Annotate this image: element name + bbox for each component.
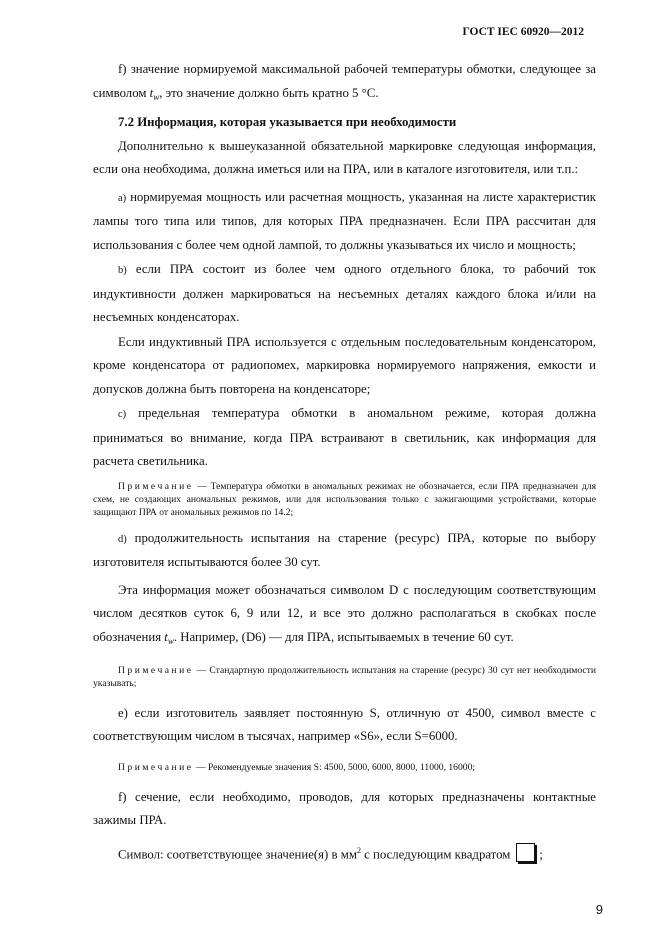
paragraph-f-temperature: [93, 58, 596, 110]
document-body: [93, 58, 596, 867]
section-heading: 7.2 Информация, которая указывается при необходимости: [118, 114, 457, 129]
list-marker: с): [118, 409, 127, 421]
text: . Например, (D6) — для ПРА, испытываемых в течение 60 сут.: [173, 629, 514, 644]
note-text: — Температура обмотки в аномальных режимах не обозначается, если ПРА предназначен для схем, не создающих аномальных режимов, или для использования только с зажигающими устройствами, которые защищают ПРА от аномальных режимов по 14.2;: [93, 480, 596, 518]
note-1: [93, 480, 596, 519]
page-header: ГОСТ IEC 60920—2012: [462, 26, 584, 38]
paragraph-intro: Дополнительно к вышеуказанной обязательной маркировке следующая информация, если она необходима, должна иметься или на ПРА, или в каталоге изготовителя, или т.п.:: [93, 138, 596, 177]
note-label: Примечание: [118, 664, 194, 676]
text: нормируемая мощность или расчетная мощность, указанная на листе характеристик лампы того типа или типов, для которых ПРА предназначен. Если ПРА рассчитан для использования с более чем одной лампой, то должны указываться их число и мощность;: [93, 189, 596, 252]
list-marker: а): [118, 192, 127, 204]
text: Символ: соответствующее значение(я) в мм: [118, 846, 357, 861]
note-text: — Рекомендуемые значения S: 4500, 5000, 6000, 8000, 11000, 16000;: [193, 761, 476, 773]
superscript: 2: [356, 845, 361, 855]
paragraph-d: [93, 527, 596, 575]
text: ;: [539, 846, 543, 861]
page-number: 9: [595, 902, 603, 917]
symbol-subscript: w: [167, 636, 174, 647]
symbol-tw: t: [149, 85, 154, 100]
note-text: — Стандартную продолжительность испытания на старение (ресурс) 30 сут нет необходимости указывать;: [93, 664, 596, 689]
paragraph-d-info: [93, 579, 596, 654]
symbol-subscript: w: [153, 92, 160, 103]
text: продолжительность испытания на старение (ресурс) ПРА, которые по выбору изготовителя испытываются более 30 сут.: [93, 530, 596, 570]
list-marker: d): [118, 533, 127, 545]
text: Эта информация может обозначаться символом D с последующим соответствующим числом десятков суток 6, 9 или 12, и все это должно располагаться в скобках после обозначения: [93, 582, 596, 644]
note-3: [93, 761, 596, 774]
text: если ПРА состоит из более чем одного отдельного блока, то рабочий ток индуктивности должен маркироваться на несъемных деталях каждого блока и/или на несъемных конденсаторах.: [93, 262, 596, 325]
paragraph-b: [93, 258, 596, 330]
text: предельная температура обмотки в аномальном режиме, которая должна приниматься во внимание, когда ПРА встраивают в светильник, как информация для расчета светильника.: [93, 406, 596, 469]
paragraph-a: [93, 186, 596, 258]
square-symbol-icon: [516, 843, 535, 862]
paragraph-capacitor: Если индуктивный ПРА используется с отдельным последовательным конденсатором, кроме конденсатора от радиопомех, маркировка нормируемого напряжения, емкости и допусков должна быть повторена на конденсаторе;: [93, 334, 596, 396]
paragraph-f-section: f) сечение, если необходимо, проводов, для которых предназначены контактные зажимы ПРА.: [93, 789, 596, 828]
text: , это значение должно быть кратно 5 °С.: [159, 85, 379, 100]
note-label: Примечание: [118, 480, 194, 492]
list-marker: b): [118, 265, 127, 277]
paragraph-e: е) если изготовитель заявляет постоянную S, отличную от 4500, символ вместе с соответствующим числом в тысячах, например «S6», если S=6000.: [93, 705, 596, 744]
text: с последующим квадратом: [360, 846, 511, 861]
paragraph-symbol: [93, 839, 596, 867]
note-label: Примечание: [118, 761, 194, 773]
symbol-tw: t: [164, 629, 168, 644]
text: f) значение нормируемой максимальной рабочей температуры обмотки, следующее за символом: [93, 62, 596, 100]
note-2: [93, 664, 596, 690]
paragraph-c: [93, 402, 596, 474]
